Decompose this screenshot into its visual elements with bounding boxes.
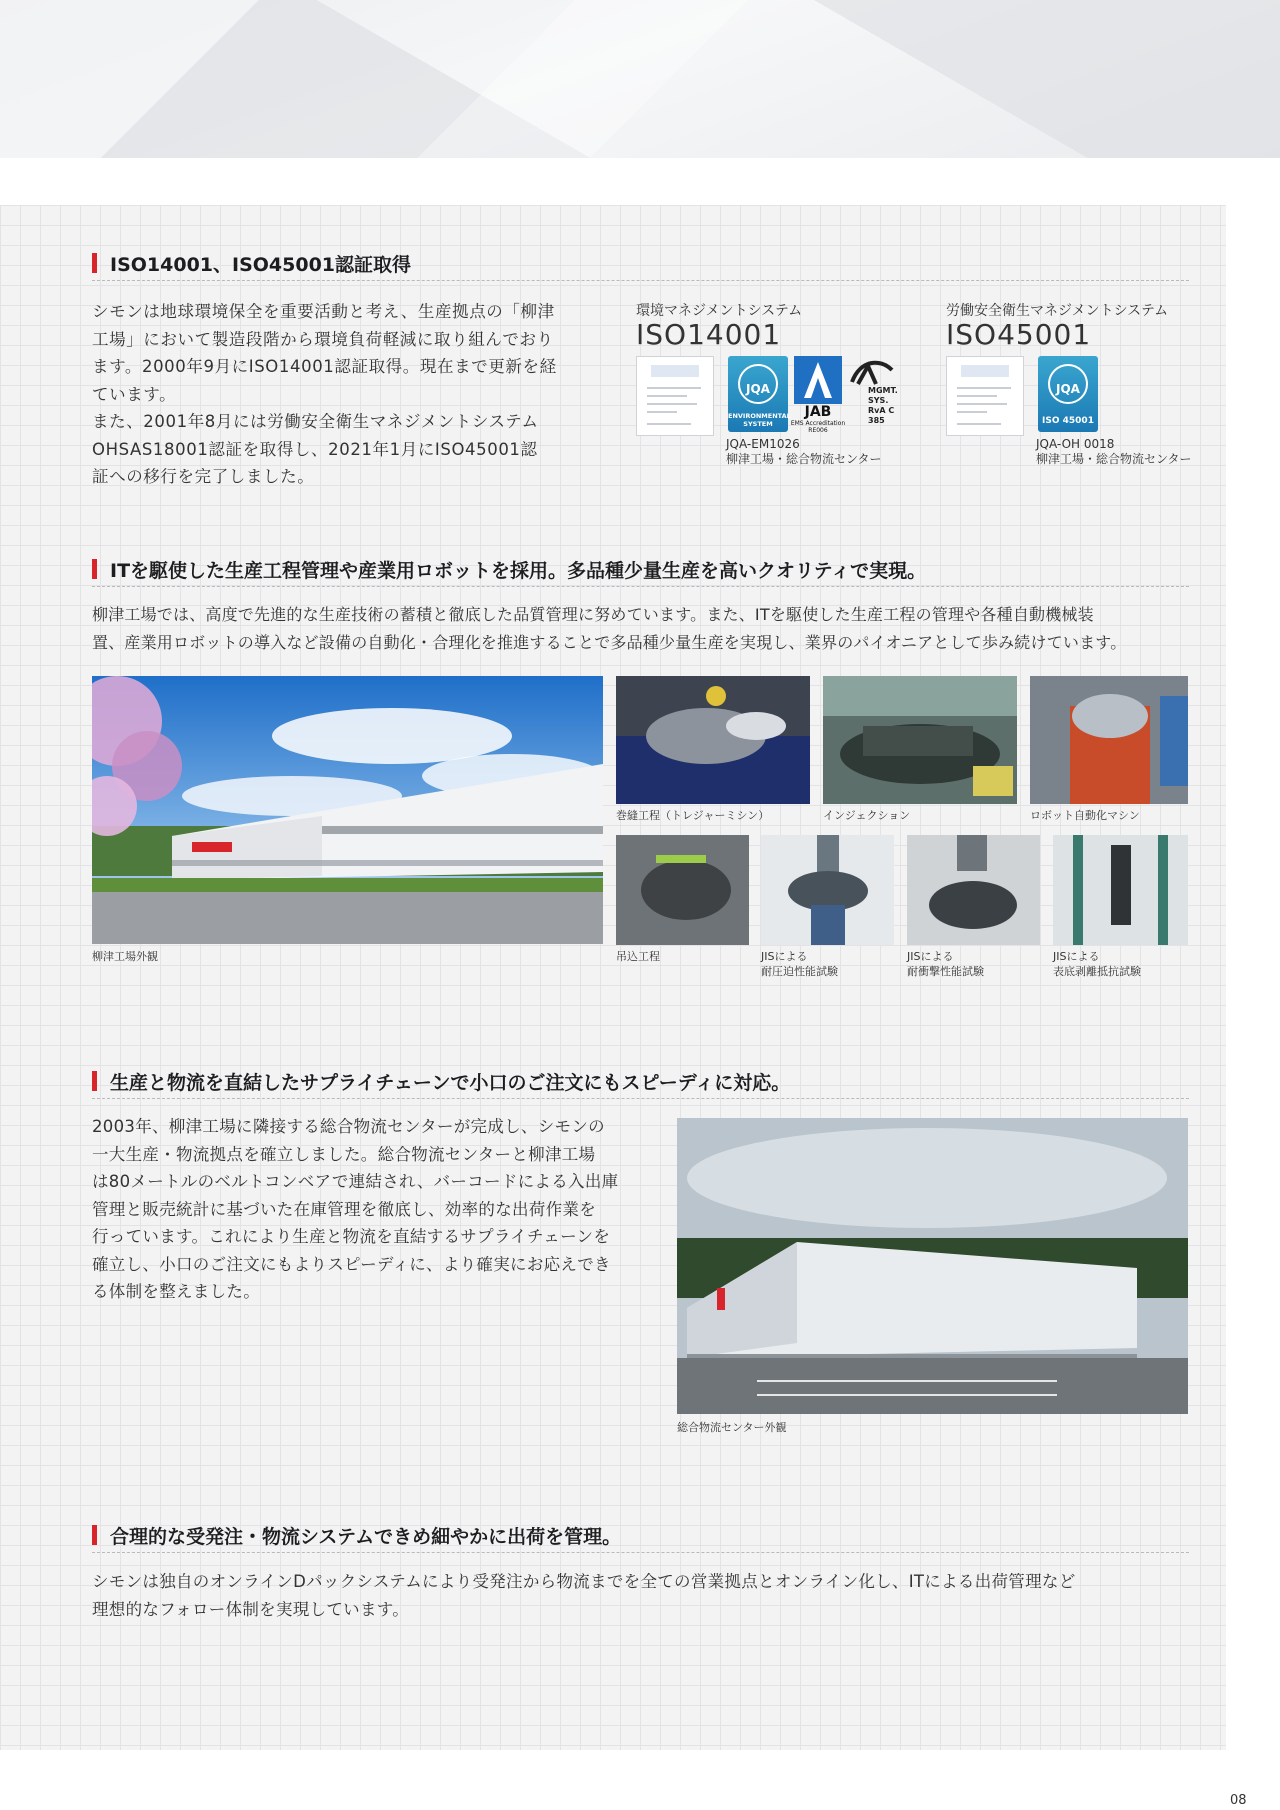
certificate-document-icon — [946, 356, 1024, 436]
jqa-iso45001-badge-icon: JQA ISO 45001 — [1038, 356, 1098, 432]
text-line: 行っています。これにより生産と物流を直結するサプライチェーンを — [92, 1227, 611, 1246]
photo-caption: JISによる 表底剥離抵抗試験 — [1053, 950, 1141, 978]
text-line: 2003年、柳津工場に隣接する総合物流センターが完成し、シモンの — [92, 1117, 605, 1136]
section-heading-order — [92, 1522, 1189, 1553]
iso14001-system-label: 環境マネジメントシステム — [636, 303, 803, 319]
text-line: 管理と販売統計に基づいた在庫管理を徹底し、効率的な出荷作業を — [92, 1199, 596, 1219]
factory-exterior-photo — [92, 676, 603, 944]
logistics-center-photo — [677, 1118, 1188, 1414]
header-background — [0, 0, 1280, 158]
jab-accreditation-icon: JAB EMS Accreditation RE006 — [794, 356, 842, 432]
photo-caption: インジェクション — [823, 809, 911, 822]
robot-automation-photo — [1030, 676, 1188, 804]
text-line: また、2001年8月には労働安全衛生マネジメントシステム — [92, 412, 539, 431]
rva-accreditation-icon: MGMT. SYS. RvA C 385 — [850, 356, 910, 412]
text-line: る体制を整えました。 — [92, 1282, 260, 1301]
order-paragraph — [92, 1568, 1202, 1623]
heading-accent-bar — [92, 559, 97, 579]
text-line: は80メートルのベルトコンベアで連結され、バーコードによる入出庫 — [92, 1172, 619, 1191]
section-heading-iso — [92, 250, 1189, 281]
iso45001-standard: ISO45001 — [946, 318, 1092, 351]
section-title: 合理的な受発注・物流システムできめ細やかに出荷を管理。 — [110, 1526, 622, 1548]
impact-test-photo — [907, 835, 1040, 945]
injection-machine-photo — [823, 676, 1017, 804]
lasting-process-photo — [616, 835, 749, 945]
certificate-document-icon — [636, 356, 714, 436]
photo-caption: 巻縫工程（トレジャーミシン） — [616, 809, 770, 822]
iso14001-standard: ISO14001 — [636, 318, 782, 351]
section-heading-supply — [92, 1068, 1189, 1099]
iso45001-note: JQA-OH 0018 柳津工場・総合物流センター — [1036, 437, 1192, 466]
text-line: ています。 — [92, 384, 177, 404]
heading-accent-bar — [92, 1525, 97, 1545]
photo-caption: ロボット自動化マシン — [1030, 809, 1140, 822]
section-title: ITを駆使した生産工程管理や産業用ロボットを採用。多品種少量生産を高いクオリティで実現。 — [110, 560, 927, 582]
photo-caption: 吊込工程 — [616, 950, 660, 963]
text-line: 一大生産・物流拠点を確立しました。総合物流センターと柳津工場 — [92, 1144, 596, 1164]
iso14001-note: JQA-EM1026 柳津工場・総合物流センター — [726, 437, 882, 466]
photo-caption: JISによる 耐衝撃性能試験 — [907, 950, 984, 978]
iso-paragraph — [92, 298, 612, 491]
heading-accent-bar — [92, 1071, 97, 1091]
it-paragraph — [92, 601, 1202, 656]
photo-caption: 総合物流センター外観 — [677, 1421, 787, 1434]
section-title: ISO14001、ISO45001認証取得 — [110, 254, 412, 276]
text-line: 確立し、小口のご注文にもよりスピーディに、より確実にお応えでき — [92, 1254, 611, 1274]
sole-peel-test-photo — [1053, 835, 1188, 945]
section-title: 生産と物流を直結したサプライチェーンで小口のご注文にもスピーディに対応。 — [110, 1072, 791, 1094]
photo-caption: 柳津工場外観 — [92, 950, 158, 963]
text-line: 工場」において製造段階から環境負荷軽減に取り組んでおり — [92, 329, 554, 349]
page-number: 08 — [1230, 1793, 1247, 1808]
text-line: ます。2000年9月にISO14001認証取得。現在まで更新を経 — [92, 357, 557, 376]
iso45001-system-label: 労働安全衛生マネジメントシステム — [946, 303, 1169, 319]
text-line: 理想的なフォロー体制を実現しています。 — [92, 1599, 410, 1619]
text-line: シモンは独自のオンラインDパックシステムにより受発注から物流までを全ての営業拠点とオンライン化し、ITによる出荷管理など — [92, 1572, 1076, 1591]
supply-paragraph — [92, 1113, 672, 1306]
section-heading-it — [92, 556, 1189, 587]
text-line: 柳津工場では、高度で先進的な生産技術の蓄積と徹底した品質管理に努めています。また、ITを駆使した生産工程の管理や各種自動機械装 — [92, 605, 1094, 624]
photo-caption: JISによる 耐圧迫性能試験 — [761, 950, 838, 978]
text-line: 証への移行を完了しました。 — [92, 467, 315, 486]
text-line: OHSAS18001認証を取得し、2021年1月にISO45001認 — [92, 439, 538, 459]
text-line: 置、産業用ロボットの導入など設備の自動化・合理化を推進することで多品種少量生産を実現し、業界のパイオニアとして歩み続けています。 — [92, 632, 1127, 652]
sewing-process-photo — [616, 676, 810, 804]
text-line: シモンは地球環境保全を重要活動と考え、生産拠点の「柳津 — [92, 302, 555, 321]
jqa-environmental-badge-icon: JQA ENVIRONMENTAL SYSTEM — [728, 356, 788, 432]
heading-accent-bar — [92, 253, 97, 273]
compression-test-photo — [761, 835, 894, 945]
